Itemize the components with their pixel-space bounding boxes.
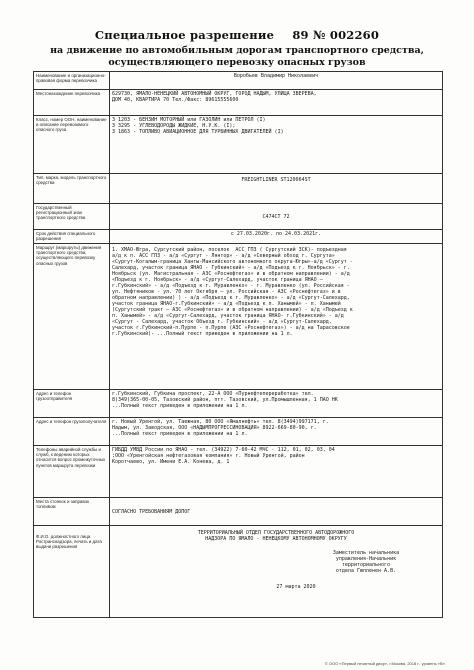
row-validity [34, 230, 443, 244]
validity-value: с 27.03.2020г. по 24.03.2021г. [110, 230, 443, 244]
row-official [34, 526, 443, 618]
route-label: Маршрут (маршруты) движения транспортного средства, осуществляющего перевозку опасных грузов [34, 244, 110, 390]
route-line: г.Губкинский» - а/д «Подъезд к г. Муравленко» - г. Муравленко (ул. Российская - [112, 283, 350, 289]
address-line: 629730, ЯМАЛО-НЕНЕЦКИЙ АВТОНОМНЫЙ ОКРУГ, ГОРОД НАДЫМ, УЛИЦА ЗВЕРЕВА, [112, 91, 317, 97]
refuel-label: Места стоянок и заправок топливом [34, 498, 110, 526]
title-text: Специальное разрешение [94, 28, 275, 42]
row-consignee [34, 418, 443, 446]
official-label: Ф.И.О. должностного лица Ространснадзора, печать и дата выдачи разрешения [34, 526, 110, 618]
row-shipper [34, 390, 443, 418]
permit-series: 89 [292, 28, 309, 42]
route-value [110, 244, 443, 390]
row-carrier-name [34, 72, 443, 90]
issuer-org-line: НАДЗОРА ПО ЯМАЛО - НЕНЕЦКОМУ АВТОНОМНОМУ ОКРУГУ [205, 536, 347, 542]
address-line: ДОМ 40, КВАРТИРА 70 Тел./Факс: 89615555600 [112, 97, 239, 103]
issuer-org-line: ТЕРРИТОРИАЛЬНЫЙ ОТДЕЛ ГОСУДАРСТВЕННОГО АВТОДОРОЖНОГО [197, 530, 355, 536]
cargo-line: 3 1863 - ТОПЛИВО АВИАЦИОННОЕ ДЛЯ ТУРБИННЫХ ДВИГАТЕЛЕЙ (I) [112, 129, 284, 135]
emergency-value [110, 446, 443, 498]
route-line: Ноябрьск (ул. Магистральная - АЗС «Роснефтегаз» и в обратном направлении) - а/д [112, 271, 350, 277]
document-subtitle [0, 45, 474, 69]
row-carrier-address [34, 90, 443, 116]
shipper-value [110, 390, 443, 418]
carrier-address-value [110, 90, 443, 116]
route-line: «Сургут-Когалым-граница Ханты-Мансийского автономного округа-Югры»-а/д «Сургут - [112, 259, 353, 265]
signatory-line: управления-Начальник [335, 556, 397, 562]
cargo-class-value [110, 116, 443, 174]
route-line: участок граница ЯНАО-г.Губкинский» - а/д «Подъезд к п. Ханымей» - п. Ханымей [112, 301, 341, 307]
consignee-line: ...Полный текст приведен в приложении на 1 л. [112, 431, 248, 437]
validity-label: Срок действия специального разрешения [34, 230, 110, 244]
reg-plate-value: С474СТ 72 [110, 204, 443, 230]
row-emergency [34, 446, 443, 498]
document-header [0, 0, 474, 69]
cargo-line: 3 1203 - БЕНЗИН МОТОРНЫЙ или ГАЗОЛИН или ПЕТРОЛ (I) [112, 117, 266, 123]
row-route [34, 244, 443, 390]
shipper-line: 8(349)365-00-05, Тазовский район, пгт. Тазовский, ул.Промышленная, 1 ПАО НК [112, 397, 338, 403]
consignee-line: Надым, ул. Заводская, ООО «НАДЫМПРОГРЕССИНОВАЦИЯ» 8922-669-80-90, г. [112, 425, 317, 431]
row-vehicle-model [34, 174, 443, 204]
vehicle-model-value: FREIGHTLINER ST120064ST [110, 174, 443, 204]
official-value [110, 526, 443, 618]
carrier-name-label: Наименование и организационно-правовая форма перевозчика [34, 72, 110, 90]
permit-number: 002260 [329, 28, 380, 42]
route-line: обратном направлении) ) - а/д «Подъезд к г. Муравленко» - а/д «Сургут-Салехард, [112, 295, 350, 301]
route-line: участок г.Губкинский-п.Пурпе - п.Пурпе (АЗС «Роснефтегаз») - а/д на Тарасовское [112, 325, 350, 331]
emergency-line: Коротчаево, ул. Имени Е.А. Конева, д. 1 [112, 459, 230, 465]
route-line: «Сургут - Салехард, участок Объезд г. Губкинский» - а/д «Сургут-Салехард, [112, 319, 332, 325]
shipper-line: г.Губкинский, Губкина проспект, 22-А ООО «Пурнефтепереработка» тел. [112, 391, 314, 397]
consignee-label: Адрес и телефон грузополучателя [34, 418, 110, 446]
shipper-line: ...Полный текст приведен в приложении на 1 л. [112, 403, 248, 409]
shipper-label: Адрес и телефон грузоотправителя [34, 390, 110, 418]
row-cargo-class [34, 116, 443, 174]
number-sign: № [312, 28, 326, 42]
route-line: Салехард, участок граница ЯНАО - Губкинский» - а/д «Подъезд к г. Ноябрьск» - г. [112, 265, 350, 271]
route-line: (Сургутский тракт – АЗС «Роснефтегаз» и в обратном направлении) - а/д «Подъезд к [112, 307, 353, 313]
signatory-block [292, 550, 440, 574]
consignee-value [110, 418, 443, 446]
route-line: г.Губкинский)- ...Полный текст приведен в приложении на 1 л. [112, 331, 293, 337]
route-line: п. Ханымей» - а/д «Сургут-Салехард, участок граница ЯНАО- г.Губкинский» - а/д [112, 313, 344, 319]
route-line: 1. ХМАО-Югра, Сургутский район, поселок АСС ГПЗ ( Сургутский ЗСК)- подъездная [112, 247, 347, 253]
consignee-line: г. Новый Уренгой, ул. Таежная, 80 ООО «Ямалнефть» тел. 8(3494)997171, г. [112, 419, 329, 425]
subtitle-line-1: на движение по автомобильным дорогам транспортного средства, [50, 45, 424, 56]
emergency-label: Телефоны аварийной службы и служб, к ведению которых относится вопрос промежуточных пунктов маршрута перевозки [34, 446, 110, 498]
carrier-address-label: Местонахождение перевозчика [34, 90, 110, 116]
document-title [0, 28, 474, 42]
row-refuel [34, 498, 443, 526]
carrier-name-value: Воробьев Владимир Николаевич [110, 72, 443, 90]
issue-date: 27 марта 2020 [276, 584, 316, 590]
cargo-line: 3 3295 - УГЛЕВОДОРОДЫ ЖИДКИЕ, Н.У.К. (I); [112, 123, 236, 129]
cargo-class-label: Класс, номер ООН, наименование и описание перевозимого опасного груза [34, 116, 110, 174]
route-line: ул. Нефтяников - ул. 70 лет Октября – ул. Российская - АЗС «Роснефтегаз» и в [112, 289, 341, 295]
emergency-line: ;ООО «Уренгойская нефтегазовая компания» г. Новый Уренгой, район [112, 453, 305, 459]
permit-form-table [33, 71, 443, 618]
emergency-line: ГИБДД УМВД России по ЯНАО - тел. (34922) 7-60-42 МЧС - 112, 01, 02, 03, 04 [112, 447, 335, 453]
vehicle-model-label: Тип, марка, модель транспортного средства [34, 174, 110, 204]
refuel-value: СОГЛАСНО ТРЕБОВАНИЯМ ДОПОГ [110, 498, 443, 526]
reg-plate-label: Государственный регистрационный знак транспортного средства [34, 204, 110, 230]
route-line: а/д к п. АСС ГПЗ - а/д «Сургут - Лянтор» - а/д «Северный обход г. Сургута» [112, 253, 335, 259]
signatory-line: Заместитель начальника [332, 550, 400, 556]
subtitle-line-2: осуществляющего перевозку опасных грузов [108, 57, 366, 68]
signatory-line: отдела Гюпленен А.В. [335, 568, 397, 574]
route-line: «Подъезд к г. Ноябрьск» - а/д «Сургут-Салехард, участок граница ЯНАО – [112, 277, 323, 283]
row-reg-plate [34, 204, 443, 230]
signatory-line: территориального [341, 562, 391, 568]
printer-footer: © ООО «Первый печатный двор», г.Москва, 2018 г., уровень «В». [324, 661, 446, 666]
